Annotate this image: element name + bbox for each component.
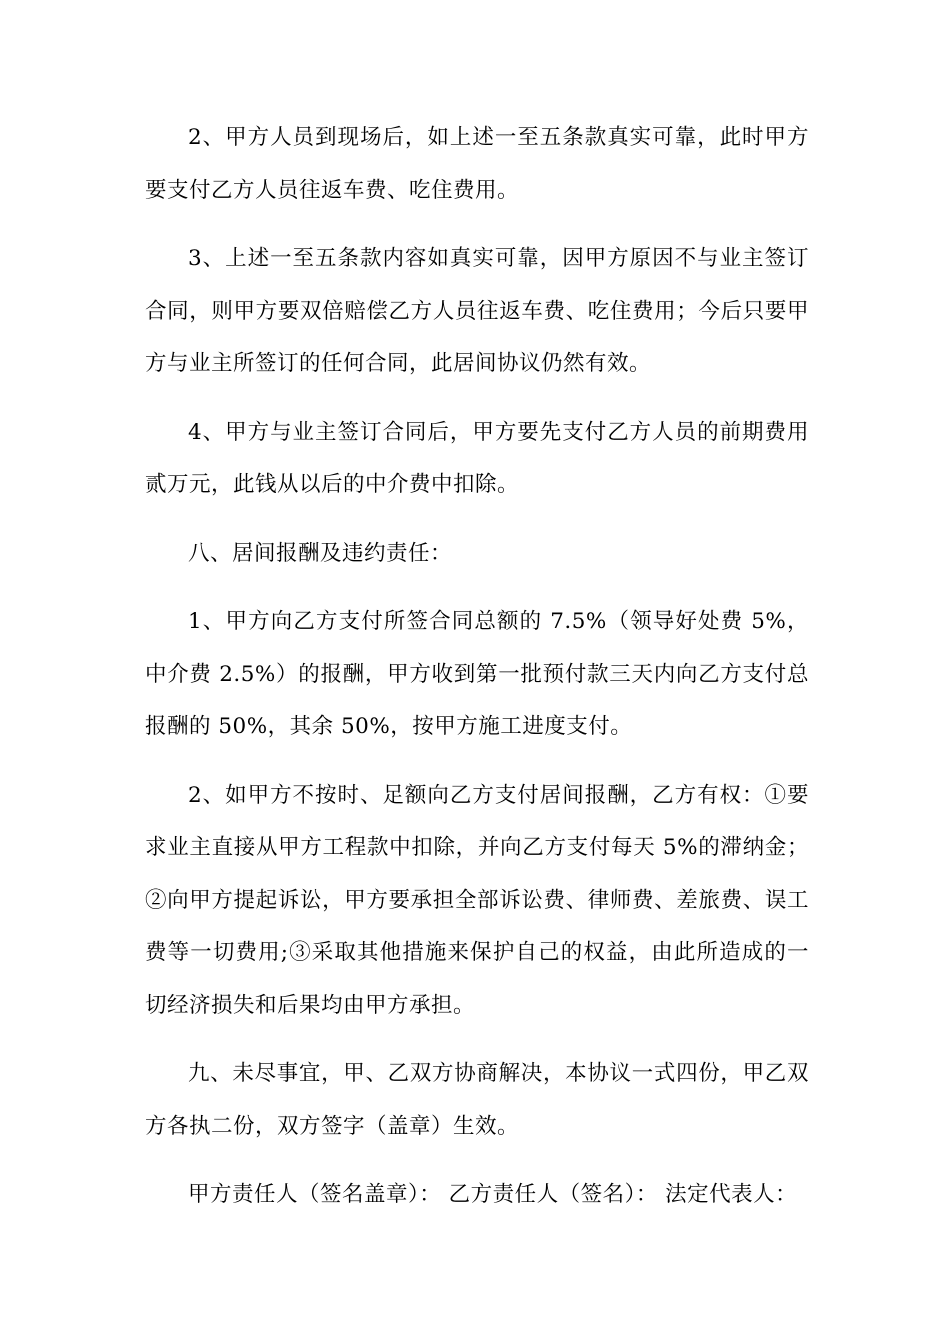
paragraph-advance-fee: 4、甲方与业主签订合同后，甲方要先支付乙方人员的前期费用贰万元，此钱从以后的中介费中扣除。 — [145, 419, 809, 497]
paragraph-miscellaneous: 九、未尽事宜，甲、乙双方协商解决，本协议一式四份，甲乙双方各执二份，双方签字（盖章）生效。 — [145, 1061, 809, 1139]
paragraph-double-compensation: 3、上述一至五条款内容如真实可靠，因甲方原因不与业主签订合同，则甲方要双倍赔偿乙方人员往返车费、吃住费用；今后只要甲方与业主所签订的任何合同，此居间协议仍然有效。 — [145, 246, 809, 376]
paragraph-payment-travel-costs: 2、甲方人员到现场后，如上述一至五条款真实可靠，此时甲方要支付乙方人员往返车费、吃住费用。 — [145, 125, 809, 203]
paragraph-breach-remedies: 2、如甲方不按时、足额向乙方支付居间报酬，乙方有权：①要求业主直接从甲方工程款中扣除，并向乙方支付每天 5%的滞纳金；②向甲方提起诉讼，甲方要承担全部诉讼费、律师费、差旅费、误工费等一切费用;③采取其他措施来保护自己的权益，由此所造成的一切经济损失和后果均由甲方承担。 — [145, 782, 809, 1018]
signature-line: 甲方责任人（签名盖章）： 乙方责任人（签名）： 法定代表人： — [188, 1182, 798, 1207]
paragraph-remuneration-rate: 1、甲方向乙方支付所签合同总额的 7.5%（领导好处费 5%，中介费 2.5%）的报酬，甲方收到第一批预付款三天内向乙方支付总报酬的 50%，其余 50%，按甲方施工进度支付。 — [145, 609, 809, 739]
document-body — [145, 112, 809, 1238]
section-heading-remuneration: 八、居间报酬及违约责任： — [188, 540, 453, 566]
